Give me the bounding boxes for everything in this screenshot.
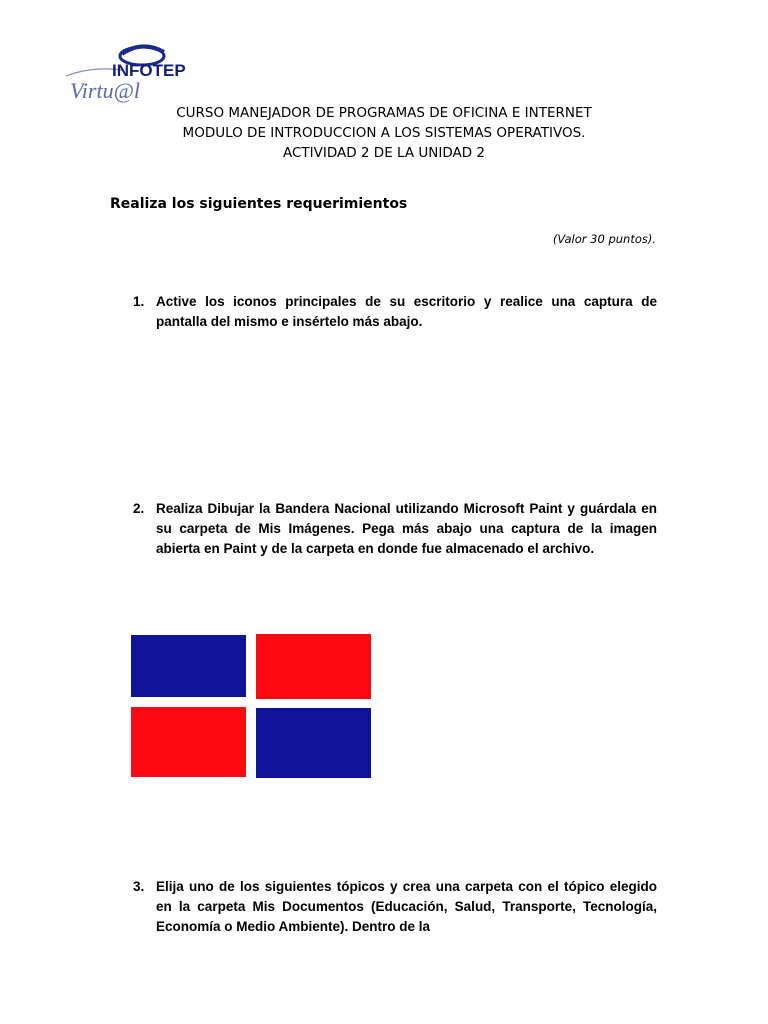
item-text: Realiza Dibujar la Bandera Nacional utilizando Microsoft Paint y guárdala en su carpeta de Mis Imágenes. Pega más abajo una captura de la imagen abierta en Paint y de la carpeta en donde fue almacenado el archivo. [156, 501, 657, 556]
svg-text:Virtu@l: Virtu@l [70, 78, 140, 103]
item-text: Active los iconos principales de su escritorio y realice una captura de pantalla del mismo e insértelo más abajo. [156, 294, 657, 329]
item-number: 1. [133, 294, 145, 309]
requirement-item [133, 292, 657, 332]
flag-quadrant-top-left [131, 635, 246, 697]
item-number: 3. [133, 879, 145, 894]
svg-text:INFOTEP: INFOTEP [112, 61, 186, 80]
flag-quadrant-bottom-left [131, 707, 246, 777]
item-text: Elija uno de los siguientes tópicos y crea una carpeta con el tópico elegido en la carpeta Mis Documentos (Educación, Salud, Transporte, Tecnología, Economía o Medio Ambiente). Dentro de la [156, 879, 657, 934]
module-title: MODULO DE INTRODUCCION A LOS SISTEMAS OPERATIVOS. [182, 125, 586, 141]
flag-quadrant-bottom-right [256, 708, 371, 778]
flag-quadrant-top-right [256, 634, 371, 699]
requirement-item [133, 877, 657, 937]
infotep-virtual-logo [62, 40, 186, 104]
requirement-item [133, 499, 657, 559]
activity-title: ACTIVIDAD 2 DE LA UNIDAD 2 [282, 145, 486, 161]
course-title: CURSO MANEJADOR DE PROGRAMAS DE OFICINA E INTERNET [176, 105, 592, 121]
instructions-heading: Realiza los siguientes requerimientos [110, 196, 408, 212]
points-value: (Valor 30 puntos). [552, 232, 656, 246]
item-number: 2. [133, 501, 145, 516]
national-flag-drawing [128, 630, 376, 782]
